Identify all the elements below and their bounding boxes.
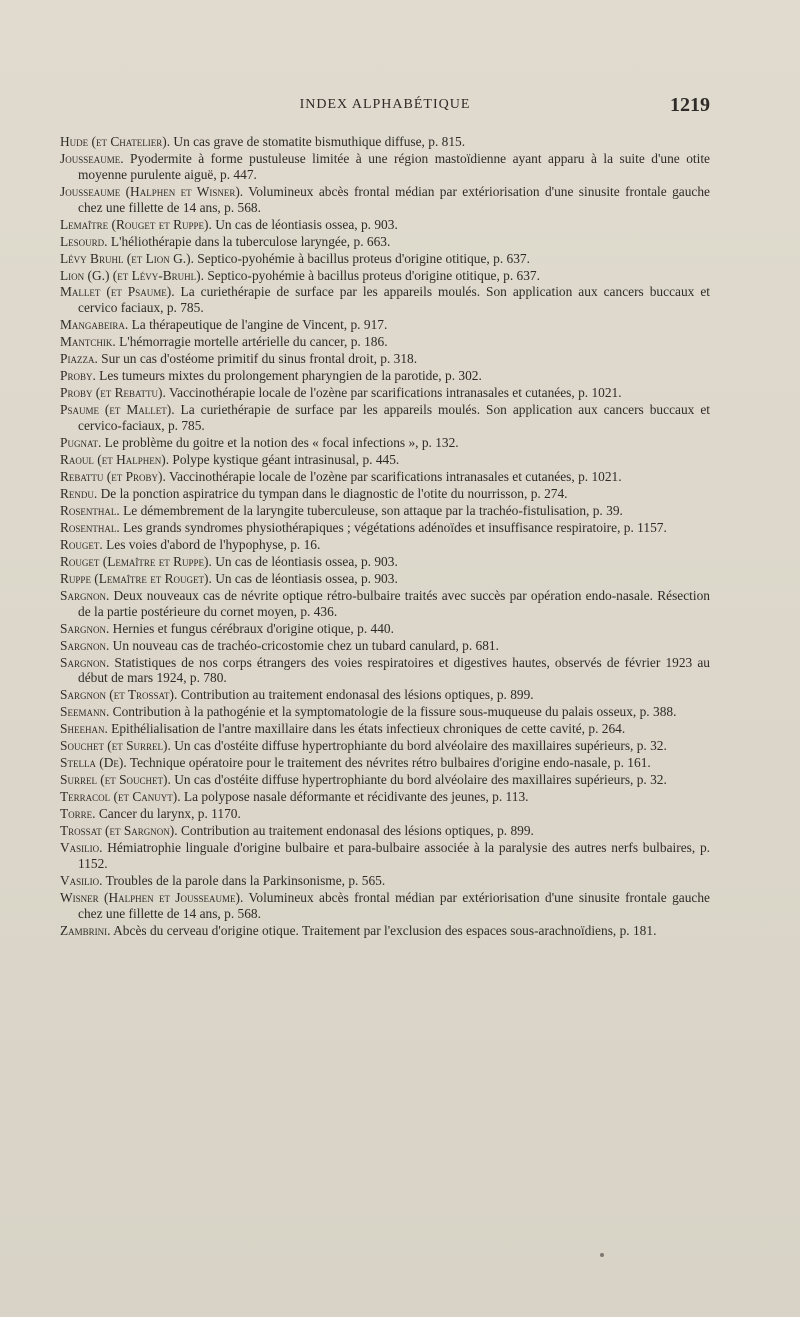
entry-author: Surrel (et Souchet). bbox=[60, 772, 171, 788]
entry-text: Les tumeurs mixtes du prolongement pharyngien de la parotide, p. 302. bbox=[95, 368, 482, 384]
index-entry bbox=[60, 687, 710, 703]
entry-author: Jousseaume. bbox=[60, 150, 124, 166]
entry-author: Rouget. bbox=[60, 536, 103, 552]
index-entry bbox=[60, 151, 710, 183]
index-entries bbox=[60, 134, 710, 940]
index-entry bbox=[60, 469, 710, 485]
entry-text: Vaccinothérapie locale de l'ozène par scarifications intranasales et cutanées, p. 1021. bbox=[165, 468, 622, 484]
entry-author: Wisner (Halphen et Jousseaume). bbox=[60, 889, 244, 905]
entry-author: Psaume (et Mallet). bbox=[60, 402, 175, 418]
entry-author: Vasilio. bbox=[60, 840, 103, 856]
entry-text: La curiethérapie de surface par les appareils moulés. Son application aux cancers buccaux et cervico-faciaux, p. 785. bbox=[78, 402, 710, 433]
index-entry bbox=[60, 284, 710, 316]
speck-mark bbox=[600, 1253, 604, 1257]
entry-text: Volumineux abcès frontal médian par extériorisation d'une sinusite frontale gauche chez une fillette de 14 ans, p. 568. bbox=[78, 183, 710, 215]
entry-text: Les voies d'abord de l'hypophyse, p. 16. bbox=[102, 536, 321, 552]
index-entry bbox=[60, 217, 710, 233]
entry-text: Abcès du cerveau d'origine otique. Traitement par l'exclusion des espaces sous-arachnoïdiens, p. 181. bbox=[110, 922, 657, 938]
entry-text: Septico-pyohémie à bacillus proteus d'origine otitique, p. 637. bbox=[203, 267, 540, 283]
index-entry bbox=[60, 873, 710, 889]
entry-author: Jousseaume (Halphen et Wisner). bbox=[60, 183, 244, 199]
index-entry bbox=[60, 638, 710, 654]
entry-text: Contribution au traitement endonasal des lésions optiques, p. 899. bbox=[177, 823, 534, 839]
index-entry bbox=[60, 402, 710, 434]
index-entry bbox=[60, 503, 710, 519]
index-entry bbox=[60, 351, 710, 367]
entry-author: Hude (et Chatelier). bbox=[60, 134, 171, 149]
entry-text: Hernies et fungus cérébraux d'origine otique, p. 440. bbox=[109, 620, 394, 636]
running-header bbox=[60, 94, 710, 118]
entry-author: Rosenthal. bbox=[60, 502, 120, 518]
index-entry bbox=[60, 840, 710, 872]
entry-text: Vaccinothérapie locale de l'ozène par scarifications intranasales et cutanées, p. 1021. bbox=[165, 385, 622, 401]
entry-text: Le démembrement de la laryngite tuberculeuse, son attaque par la trachéo-fistulisation, p. 39. bbox=[119, 502, 623, 518]
index-entry bbox=[60, 317, 710, 333]
entry-author: Lion (G.) (et Lévy-Bruhl). bbox=[60, 267, 204, 283]
entry-author: Proby. bbox=[60, 368, 96, 384]
index-entry bbox=[60, 923, 710, 939]
entry-author: Sargnon. bbox=[60, 654, 110, 670]
entry-author: Rendu. bbox=[60, 485, 98, 501]
index-entry bbox=[60, 268, 710, 284]
index-entry bbox=[60, 452, 710, 468]
entry-author: Piazza. bbox=[60, 351, 98, 367]
index-entry bbox=[60, 184, 710, 216]
entry-text: La thérapeutique de l'angine de Vincent, p. 917. bbox=[128, 317, 388, 333]
index-entry bbox=[60, 721, 710, 737]
index-entry bbox=[60, 789, 710, 805]
index-entry bbox=[60, 704, 710, 720]
entry-text: Contribution à la pathogénie et la symptomatologie de la fissure sous-muqueuse du palais osseux, p. 388. bbox=[109, 704, 677, 720]
entry-author: Sargnon (et Trossat). bbox=[60, 687, 178, 703]
entry-author: Torre. bbox=[60, 806, 96, 822]
entry-text: Troubles de la parole dans la Parkinsonisme, p. 565. bbox=[102, 873, 386, 888]
index-entry bbox=[60, 486, 710, 502]
page-title: INDEX ALPHABÉTIQUE bbox=[299, 97, 471, 112]
entry-author: Pugnat. bbox=[60, 434, 102, 450]
index-entry bbox=[60, 890, 710, 922]
entry-text: La curiethérapie de surface par les appareils moulés. Son application aux cancers buccaux et cervico faciaux, p. 785. bbox=[78, 284, 710, 316]
index-entry bbox=[60, 755, 710, 771]
index-entry bbox=[60, 621, 710, 637]
entry-text: Sur un cas d'ostéome primitif du sinus frontal droit, p. 318. bbox=[97, 351, 418, 367]
entry-text: Un cas de léontiasis ossea, p. 903. bbox=[211, 553, 398, 569]
page-number: 1219 bbox=[670, 94, 710, 116]
index-entry bbox=[60, 738, 710, 754]
entry-text: Un cas d'ostéite diffuse hypertrophiante du bord alvéolaire des maxillaires supérieurs, p. 32. bbox=[170, 738, 667, 754]
index-entry bbox=[60, 588, 710, 620]
entry-text: Hémiatrophie linguale d'origine bulbaire et para-bulbaire associée à la paralysie des autres nerfs bulbaires, p. 1152. bbox=[78, 840, 710, 872]
index-entry bbox=[60, 385, 710, 401]
entry-text: Un cas d'ostéite diffuse hypertrophiante du bord alvéolaire des maxillaires supérieurs, p. 32. bbox=[170, 772, 667, 788]
entry-text: Septico-pyohémie à bacillus proteus d'origine otitique, p. 637. bbox=[193, 250, 530, 266]
index-entry bbox=[60, 806, 710, 822]
entry-text: Volumineux abcès frontal médian par extériorisation d'une sinusite frontale gauche chez une fillette de 14 ans, p. 568. bbox=[78, 889, 710, 921]
entry-author: Lesourd. bbox=[60, 233, 108, 249]
index-entry bbox=[60, 655, 710, 687]
index-entry bbox=[60, 334, 710, 350]
entry-author: Mantchik. bbox=[60, 334, 116, 350]
entry-author: Souchet (et Surrel). bbox=[60, 738, 171, 754]
entry-author: Mallet (et Psaume). bbox=[60, 284, 175, 300]
entry-text: Un cas de léontiasis ossea, p. 903. bbox=[211, 570, 398, 586]
entry-text: Le problème du goitre et la notion des « focal infections », p. 132. bbox=[101, 434, 459, 450]
entry-author: Sargnon. bbox=[60, 620, 110, 636]
entry-text: Epithélialisation de l'antre maxillaire dans les états infectieux chroniques de cette cavité, p. 264. bbox=[107, 721, 626, 737]
entry-author: Sargnon. bbox=[60, 637, 110, 653]
index-entry bbox=[60, 234, 710, 250]
entry-author: Vasilio. bbox=[60, 873, 103, 888]
entry-author: Rebattu (et Proby). bbox=[60, 468, 166, 484]
entry-author: Mangabeira. bbox=[60, 317, 129, 333]
entry-text: La polypose nasale déformante et récidivante des jeunes, p. 113. bbox=[180, 789, 529, 805]
index-entry bbox=[60, 435, 710, 451]
entry-text: Technique opératoire pour le traitement des névrites rétro bulbaires d'origine endo-nasale, p. 161. bbox=[126, 755, 651, 771]
index-entry bbox=[60, 368, 710, 384]
entry-author: Terracol (et Canuyt). bbox=[60, 789, 181, 805]
index-entry bbox=[60, 134, 710, 150]
entry-text: Un cas grave de stomatite bismuthique diffuse, p. 815. bbox=[170, 134, 466, 149]
index-entry bbox=[60, 554, 710, 570]
entry-text: Statistiques de nos corps étrangers des voies respiratoires et digestives hautes, observés de février 1923 au début de mars 1924, p. 780. bbox=[78, 654, 710, 686]
entry-text: Les grands syndromes physiothérapiques ; végétations adénoïdes et insuffisance respiratoire, p. 1157. bbox=[119, 519, 667, 535]
entry-text: Deux nouveaux cas de névrite optique rétro-bulbaire traités avec succès par opération endo-nasale. Résection de la partie postérieure du cornet moyen, p. 436. bbox=[78, 587, 710, 619]
index-entry bbox=[60, 251, 710, 267]
index-entry bbox=[60, 823, 710, 839]
entry-author: Zambrini. bbox=[60, 922, 111, 938]
entry-author: Sheehan. bbox=[60, 721, 108, 737]
entry-text: De la ponction aspiratrice du tympan dans le diagnostic de l'otite du nourrisson, p. 274. bbox=[97, 485, 568, 501]
entry-text: Un nouveau cas de trachéo-cricostomie chez un tubard canulard, p. 681. bbox=[109, 637, 499, 653]
entry-author: Proby (et Rebattu). bbox=[60, 385, 166, 401]
entry-text: Un cas de léontiasis ossea, p. 903. bbox=[211, 216, 398, 232]
entry-text: Contribution au traitement endonasal des lésions optiques, p. 899. bbox=[177, 687, 534, 703]
entry-author: Rosenthal. bbox=[60, 519, 120, 535]
index-entry bbox=[60, 571, 710, 587]
entry-author: Ruppe (Lemaître et Rouget). bbox=[60, 570, 212, 586]
entry-author: Seemann. bbox=[60, 704, 110, 720]
entry-text: L'héliothérapie dans la tuberculose laryngée, p. 663. bbox=[107, 233, 391, 249]
entry-author: Raoul (et Halphen). bbox=[60, 451, 170, 467]
entry-author: Stella (De). bbox=[60, 755, 127, 771]
entry-text: Polype kystique géant intrasinusal, p. 445. bbox=[169, 451, 400, 467]
entry-text: Pyodermite à forme pustuleuse limitée à une région mastoïdienne ayant apparu à la suite d'une otite moyenne purulente aiguë, p. 447. bbox=[78, 150, 710, 182]
index-entry bbox=[60, 537, 710, 553]
index-entry bbox=[60, 520, 710, 536]
entry-author: Lévy Bruhl (et Lion G.). bbox=[60, 250, 194, 266]
index-entry bbox=[60, 772, 710, 788]
entry-author: Lemaître (Rouget et Ruppe). bbox=[60, 216, 212, 232]
entry-text: L'hémorragie mortelle artérielle du cancer, p. 186. bbox=[115, 334, 388, 350]
entry-author: Sargnon. bbox=[60, 587, 110, 603]
entry-author: Trossat (et Sargnon). bbox=[60, 823, 178, 839]
entry-author: Rouget (Lemaître et Ruppe). bbox=[60, 553, 212, 569]
entry-text: Cancer du larynx, p. 1170. bbox=[95, 806, 241, 822]
